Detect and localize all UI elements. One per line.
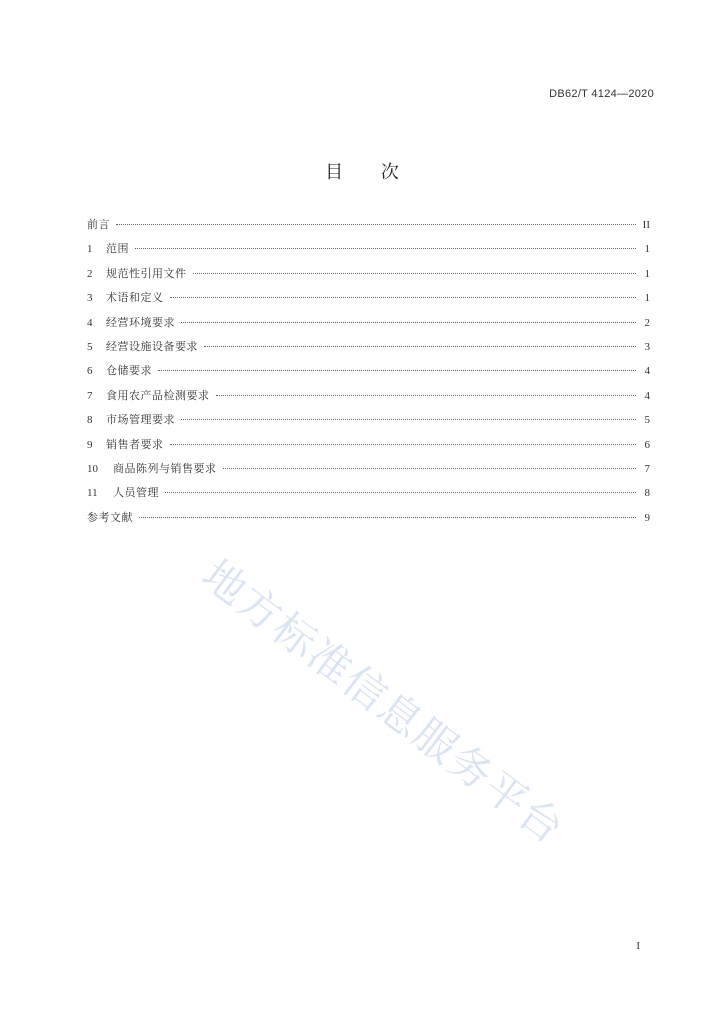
toc-entry-page: 7	[644, 462, 650, 475]
toc-entry-label: 商品陈列与销售要求	[113, 461, 217, 475]
toc-entry-page: 3	[644, 340, 650, 353]
toc-entry-label: 经营设施设备要求	[106, 339, 198, 353]
toc-entry-label: 仓储要求	[106, 364, 152, 378]
toc-entry-9[interactable]	[87, 436, 650, 460]
toc-entry-label: 范围	[106, 242, 129, 256]
toc-entry-label: 参考文献	[87, 510, 133, 524]
toc-entry-1[interactable]	[87, 240, 650, 264]
toc-leader-dots	[139, 517, 636, 518]
title-char-2: 次	[380, 162, 399, 183]
toc-leader-dots	[204, 346, 636, 347]
toc-entry-label: 市场管理要求	[106, 413, 175, 427]
toc-entry-number: 7	[87, 389, 93, 402]
toc-entry-page: 1	[644, 243, 650, 256]
toc-entry-label: 经营环境要求	[106, 315, 175, 329]
toc-entry-label: 前言	[87, 218, 110, 231]
toc-entry-4[interactable]	[87, 314, 650, 338]
toc-entry-page: 4	[644, 389, 650, 402]
document-id: DB62/T 4124—2020	[549, 88, 654, 100]
toc-entry-11[interactable]	[87, 484, 650, 508]
toc-entry-number: 11	[87, 487, 98, 500]
toc-leader-dots	[193, 273, 637, 274]
toc-entry-page: 1	[644, 267, 650, 280]
toc-entry-number: 3	[87, 292, 93, 305]
toc-entry-foreword[interactable]	[87, 216, 650, 240]
table-of-contents	[87, 216, 650, 533]
toc-leader-dots	[116, 224, 636, 225]
toc-entry-page: 5	[644, 414, 650, 427]
toc-entry-page: II	[642, 219, 650, 231]
toc-entry-label: 食用农产品检测要求	[106, 388, 210, 402]
toc-leader-dots	[216, 395, 637, 396]
toc-leader-dots	[223, 468, 637, 469]
toc-leader-dots	[181, 322, 636, 323]
toc-entry-6[interactable]	[87, 362, 650, 386]
page-title	[0, 158, 724, 184]
toc-entry-7[interactable]	[87, 387, 650, 411]
toc-entry-page: 8	[644, 487, 650, 500]
toc-entry-label: 销售者要求	[106, 437, 164, 451]
toc-leader-dots	[135, 248, 636, 249]
toc-entry-10[interactable]	[87, 460, 650, 484]
toc-entry-number: 6	[87, 365, 93, 378]
toc-entry-references[interactable]	[87, 509, 650, 533]
toc-entry-page: 4	[644, 365, 650, 378]
toc-entry-page: 6	[644, 438, 650, 451]
toc-entry-3[interactable]	[87, 289, 650, 313]
toc-entry-label: 人员管理	[113, 486, 159, 500]
toc-entry-number: 5	[87, 340, 93, 353]
page-number: I	[636, 940, 640, 952]
toc-entry-page: 9	[644, 511, 650, 524]
toc-leader-dots	[170, 444, 637, 445]
toc-entry-5[interactable]	[87, 338, 650, 362]
toc-entry-number: 10	[87, 462, 98, 475]
toc-leader-dots	[170, 297, 637, 298]
title-char-1: 目	[325, 162, 344, 183]
toc-entry-label: 术语和定义	[106, 291, 164, 305]
toc-entry-number: 9	[87, 438, 93, 451]
toc-entry-number: 4	[87, 316, 93, 329]
toc-entry-2[interactable]	[87, 265, 650, 289]
toc-entry-page: 1	[644, 292, 650, 305]
toc-entry-page: 2	[644, 316, 650, 329]
toc-leader-dots	[165, 492, 636, 493]
toc-entry-8[interactable]	[87, 411, 650, 435]
toc-entry-number: 2	[87, 267, 93, 280]
toc-entry-label: 规范性引用文件	[106, 266, 187, 280]
toc-entry-number: 1	[87, 243, 93, 256]
toc-entry-number: 8	[87, 414, 93, 427]
watermark: 地方标准信息服务平台	[193, 550, 574, 854]
toc-leader-dots	[158, 370, 636, 371]
toc-leader-dots	[181, 419, 636, 420]
